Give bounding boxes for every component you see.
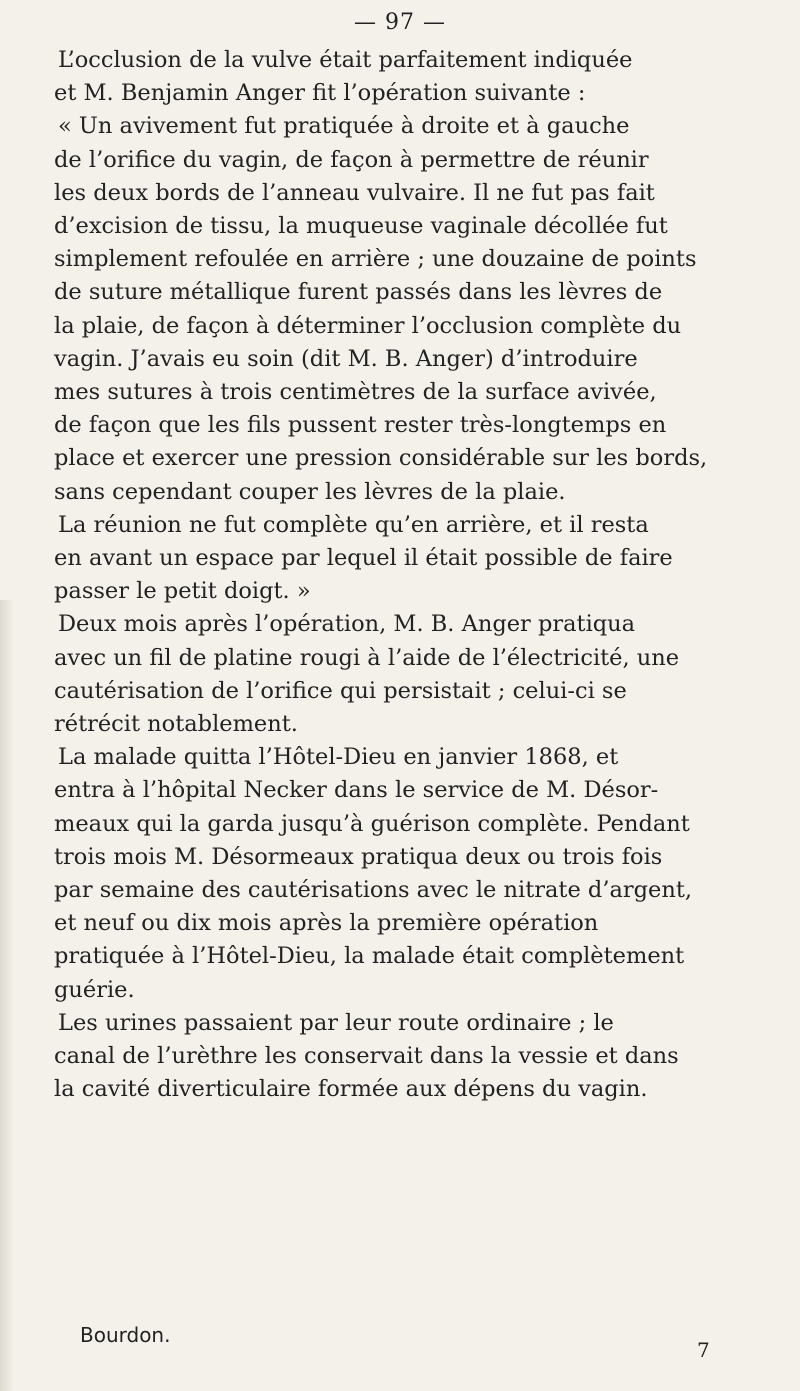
text-line: entra à l’hôpital Necker dans le service de M. Désor- [54,777,659,804]
text-line: et M. Benjamin Anger fit l’opération suivante : [54,80,586,107]
text-line: la plaie, de façon à déterminer l’occlusion complète du [54,312,682,339]
text-line: trois mois M. Désormeaux pratiqua deux ou trois fois [54,843,663,870]
text-line: La réunion ne fut complète qu’en arrière, et il resta [58,511,649,538]
text-line: avec un fil de platine rougi à l’aide de l’électricité, une [54,644,680,671]
text-line: place et exercer une pression considérable sur les bords, [54,445,708,472]
text-line: par semaine des cautérisations avec le nitrate d’argent, [54,877,693,904]
text-line: et neuf ou dix mois après la première opération [54,910,599,937]
text-line: rétrécit notablement. [54,711,298,738]
text-line: mes sutures à trois centimètres de la surface avivée, [54,379,657,406]
text-line: vagin. J’avais eu soin (dit M. B. Anger) d’introduire [54,345,638,372]
text-line: « Un avivement fut pratiquée à droite et à gauche [58,113,630,140]
body-text [54,44,759,1107]
text-line: pratiquée à l’Hôtel-Dieu, la malade était complètement [54,943,685,970]
text-line: de l’orifice du vagin, de façon à permettre de réunir [54,146,649,173]
text-line: guérie. [54,976,135,1003]
text-line: sans cependant couper les lèvres de la plaie. [54,478,566,505]
text-line: passer le petit doigt. » [54,578,311,605]
text-line: canal de l’urèthre les conservait dans la vessie et dans [54,1043,679,1070]
text-line: cautérisation de l’orifice qui persistait ; celui-ci se [54,677,627,704]
sheet-number: 7 [697,1338,710,1362]
text-line: meaux qui la garda jusqu’à guérison complète. Pendant [54,810,690,837]
text-line: les deux bords de l’anneau vulvaire. Il ne fut pas fait [54,179,655,206]
text-line: L’occlusion de la vulve était parfaitement indiquée [58,47,633,73]
text-line: Les urines passaient par leur route ordinaire ; le [58,1009,614,1036]
text-line: simplement refoulée en arrière ; une douzaine de points [54,246,697,273]
text-line: La malade quitta l’Hôtel-Dieu en janvier 1868, et [58,744,619,771]
text-line: en avant un espace par lequel il était possible de faire [54,545,673,572]
page-number: — 97 — [354,10,446,35]
text-line: de suture métallique furent passés dans les lèvres de [54,279,663,306]
signature-mark: Bourdon. [80,1323,171,1347]
page-edge-shadow [0,600,14,1391]
text-line: Deux mois après l’opération, M. B. Anger pratiqua [58,611,636,638]
text-line: d’excision de tissu, la muqueuse vaginale décollée fut [54,213,668,240]
text-line: la cavité diverticulaire formée aux dépens du vagin. [54,1076,648,1103]
text-line: de façon que les fils pussent rester très-longtemps en [54,412,667,439]
